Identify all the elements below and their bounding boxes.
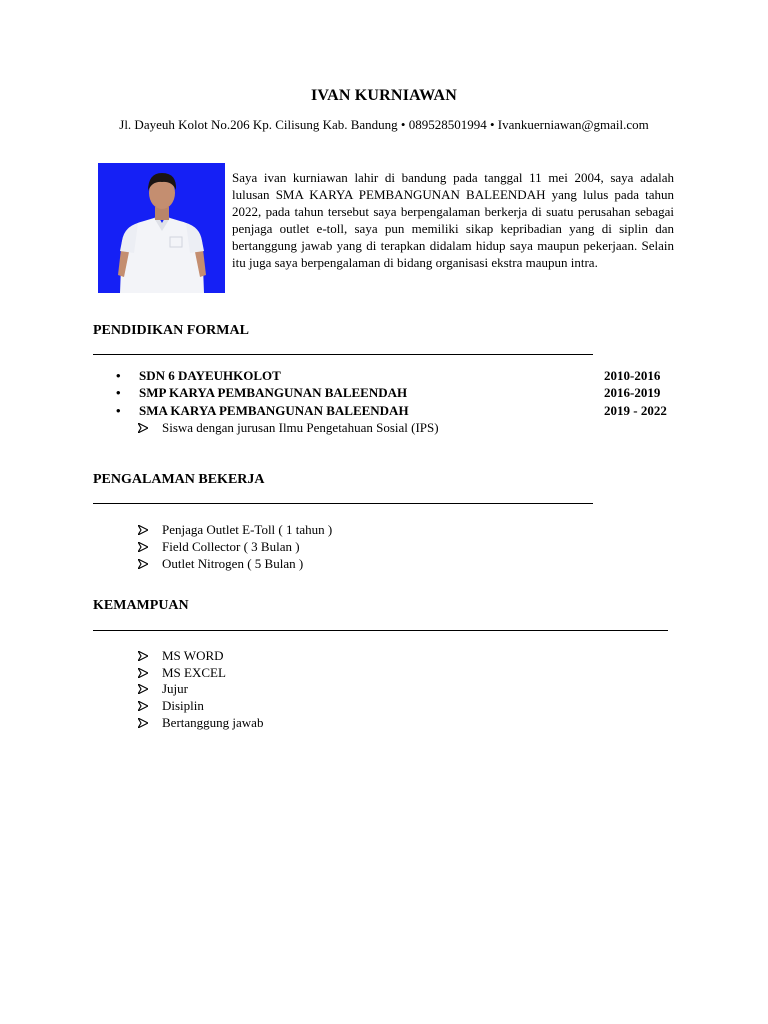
arrow-bullet-icon <box>138 718 148 728</box>
experience-text: Outlet Nitrogen ( 5 Bulan ) <box>162 556 304 571</box>
skill-text: MS WORD <box>162 648 224 663</box>
arrow-bullet-icon <box>138 559 148 569</box>
skill-text: Disiplin <box>162 698 204 713</box>
arrow-bullet-icon <box>138 525 148 535</box>
intro-paragraph: Saya ivan kurniawan lahir di bandung pada tanggal 11 mei 2004, saya adalah lulusan SMA KARYA PEMBANGUNAN BALEENDAH yang lulus pada tahun 2022, pada tahun tersebut saya berpengalaman berkerja di suatu perusahan sebagai penjaga outlet e-toll, saya pun memiliki sikap kepribadian yang di siplin dan bertanggung jawab yang di terapkan didalam hidup saya maupun pekerjaan. Selain itu juga saya berpengalaman di bidang organisasi ekstra maupun intra. <box>232 170 674 270</box>
bullet-icon: • <box>116 368 121 383</box>
skill-text: MS EXCEL <box>162 665 226 680</box>
arrow-bullet-icon <box>138 423 148 433</box>
person-photo-icon <box>98 163 225 293</box>
education-item <box>116 367 674 384</box>
resume-name: IVAN KURNIAWAN <box>310 87 458 104</box>
education-divider <box>93 354 593 355</box>
bullet-icon: • <box>116 403 121 418</box>
skills-title: KEMAMPUAN <box>93 598 189 613</box>
school-years: 2016-2019 <box>604 385 661 400</box>
arrow-bullet-icon <box>138 668 148 678</box>
skills-divider <box>93 630 668 631</box>
arrow-bullet-icon <box>138 684 148 694</box>
school-name: SMP KARYA PEMBANGUNAN BALEENDAH <box>139 385 408 400</box>
education-item <box>116 402 674 419</box>
school-years: 2019 - 2022 <box>604 403 667 418</box>
experience-title: PENGALAMAN BEKERJA <box>93 472 265 487</box>
experience-text: Field Collector ( 3 Bulan ) <box>162 539 300 554</box>
profile-photo <box>98 163 225 293</box>
major-text: Siswa dengan jurusan Ilmu Pengetahuan Sosial (IPS) <box>162 420 439 435</box>
school-name: SMA KARYA PEMBANGUNAN BALEENDAH <box>139 403 409 418</box>
experience-text: Penjaga Outlet E-Toll ( 1 tahun ) <box>162 522 333 537</box>
skill-text: Jujur <box>162 681 188 696</box>
experience-divider <box>93 503 593 504</box>
arrow-bullet-icon <box>138 651 148 661</box>
arrow-bullet-icon <box>138 542 148 552</box>
contact-line: Jl. Dayeuh Kolot No.206 Kp. Cilisung Kab. Bandung • 089528501994 • Ivankuerniawan@gmail.com <box>119 117 649 132</box>
skill-text: Bertanggung jawab <box>162 715 264 730</box>
school-name: SDN 6 DAYEUHKOLOT <box>139 368 281 383</box>
arrow-bullet-icon <box>138 701 148 711</box>
bullet-icon: • <box>116 385 121 400</box>
education-title: PENDIDIKAN FORMAL <box>93 323 249 338</box>
school-years: 2010-2016 <box>604 368 661 383</box>
education-item <box>116 384 674 401</box>
